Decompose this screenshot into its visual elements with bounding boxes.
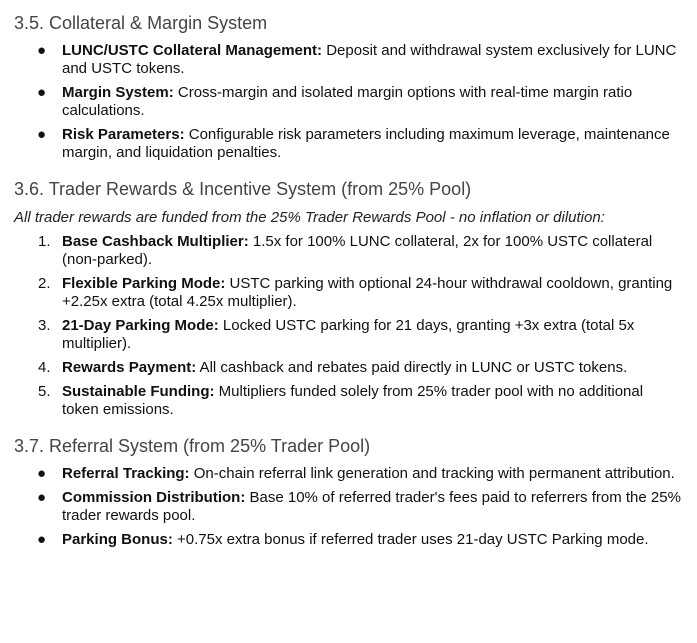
list-item bbox=[14, 465, 683, 483]
item-label: Flexible Parking Mode: bbox=[62, 275, 226, 292]
item-text: Configurable risk parameters including maximum leverage, maintenance margin, and liquidation penalties. bbox=[62, 126, 670, 161]
item-text: Cross-margin and isolated margin options with real-time margin ratio calculations. bbox=[62, 84, 633, 119]
section-heading-3-7: 3.7. Referral System (from 25% Trader Pool) bbox=[14, 436, 371, 456]
list-item bbox=[14, 42, 683, 78]
item-label: Base Cashback Multiplier: bbox=[62, 233, 249, 250]
item-text: Base 10% of referred trader's fees paid to referrers from the 25% trader rewards pool. bbox=[62, 489, 681, 524]
item-text: 1.5x for 100% LUNC collateral, 2x for 100% USTC collateral (non-parked). bbox=[62, 233, 653, 268]
list-item bbox=[14, 489, 683, 525]
section-intro: All trader rewards are funded from the 25% Trader Rewards Pool - no inflation or dilution: bbox=[14, 209, 605, 226]
list-item bbox=[14, 383, 683, 419]
referral-system-list bbox=[14, 465, 683, 549]
bullet-icon: ● bbox=[37, 42, 47, 59]
list-item bbox=[14, 126, 683, 162]
list-item bbox=[14, 233, 683, 269]
item-label: 21-Day Parking Mode: bbox=[62, 317, 219, 334]
item-number: 2. bbox=[38, 275, 51, 292]
item-label: Rewards Payment: bbox=[62, 359, 197, 376]
item-label: Margin System: bbox=[62, 84, 174, 101]
bullet-icon: ● bbox=[37, 84, 47, 101]
bullet-icon: ● bbox=[37, 531, 47, 548]
collateral-margin-list bbox=[14, 42, 683, 162]
list-item bbox=[14, 84, 683, 120]
item-number: 3. bbox=[38, 317, 51, 334]
bullet-icon: ● bbox=[37, 126, 47, 143]
item-text: Locked USTC parking for 21 days, granting +3x extra (total 5x multiplier). bbox=[62, 317, 635, 352]
section-heading-3-6: 3.6. Trader Rewards & Incentive System (from 25% Pool) bbox=[14, 179, 472, 199]
item-text: +0.75x extra bonus if referred trader uses 21-day USTC Parking mode. bbox=[172, 531, 649, 548]
section-heading-3-5: 3.5. Collateral & Margin System bbox=[14, 13, 268, 33]
list-item bbox=[14, 275, 683, 311]
item-label: Sustainable Funding: bbox=[62, 383, 215, 400]
item-label: Risk Parameters: bbox=[62, 126, 185, 143]
item-number: 1. bbox=[38, 233, 51, 250]
bullet-icon: ● bbox=[37, 489, 47, 506]
item-label: Parking Bonus: bbox=[62, 531, 173, 548]
item-label: Referral Tracking: bbox=[62, 465, 190, 482]
item-number: 5. bbox=[38, 383, 51, 400]
item-text: On-chain referral link generation and tracking with permanent attribution. bbox=[189, 465, 675, 482]
item-number: 4. bbox=[38, 359, 51, 376]
trader-rewards-list bbox=[14, 233, 683, 419]
list-item bbox=[14, 317, 683, 353]
list-item bbox=[14, 359, 683, 377]
bullet-icon: ● bbox=[37, 465, 47, 482]
item-text: All cashback and rebates paid directly in LUNC or USTC tokens. bbox=[196, 359, 628, 376]
item-text: Deposit and withdrawal system exclusively for LUNC and USTC tokens. bbox=[62, 42, 677, 77]
item-label: LUNC/USTC Collateral Management: bbox=[62, 42, 323, 59]
item-text: USTC parking with optional 24-hour withdrawal cooldown, granting +2.25x extra (total 4.25x multiplier). bbox=[62, 275, 673, 310]
list-item bbox=[14, 531, 683, 549]
item-text: Multipliers funded solely from 25% trader pool with no additional token emissions. bbox=[62, 383, 644, 418]
item-label: Commission Distribution: bbox=[62, 489, 246, 506]
